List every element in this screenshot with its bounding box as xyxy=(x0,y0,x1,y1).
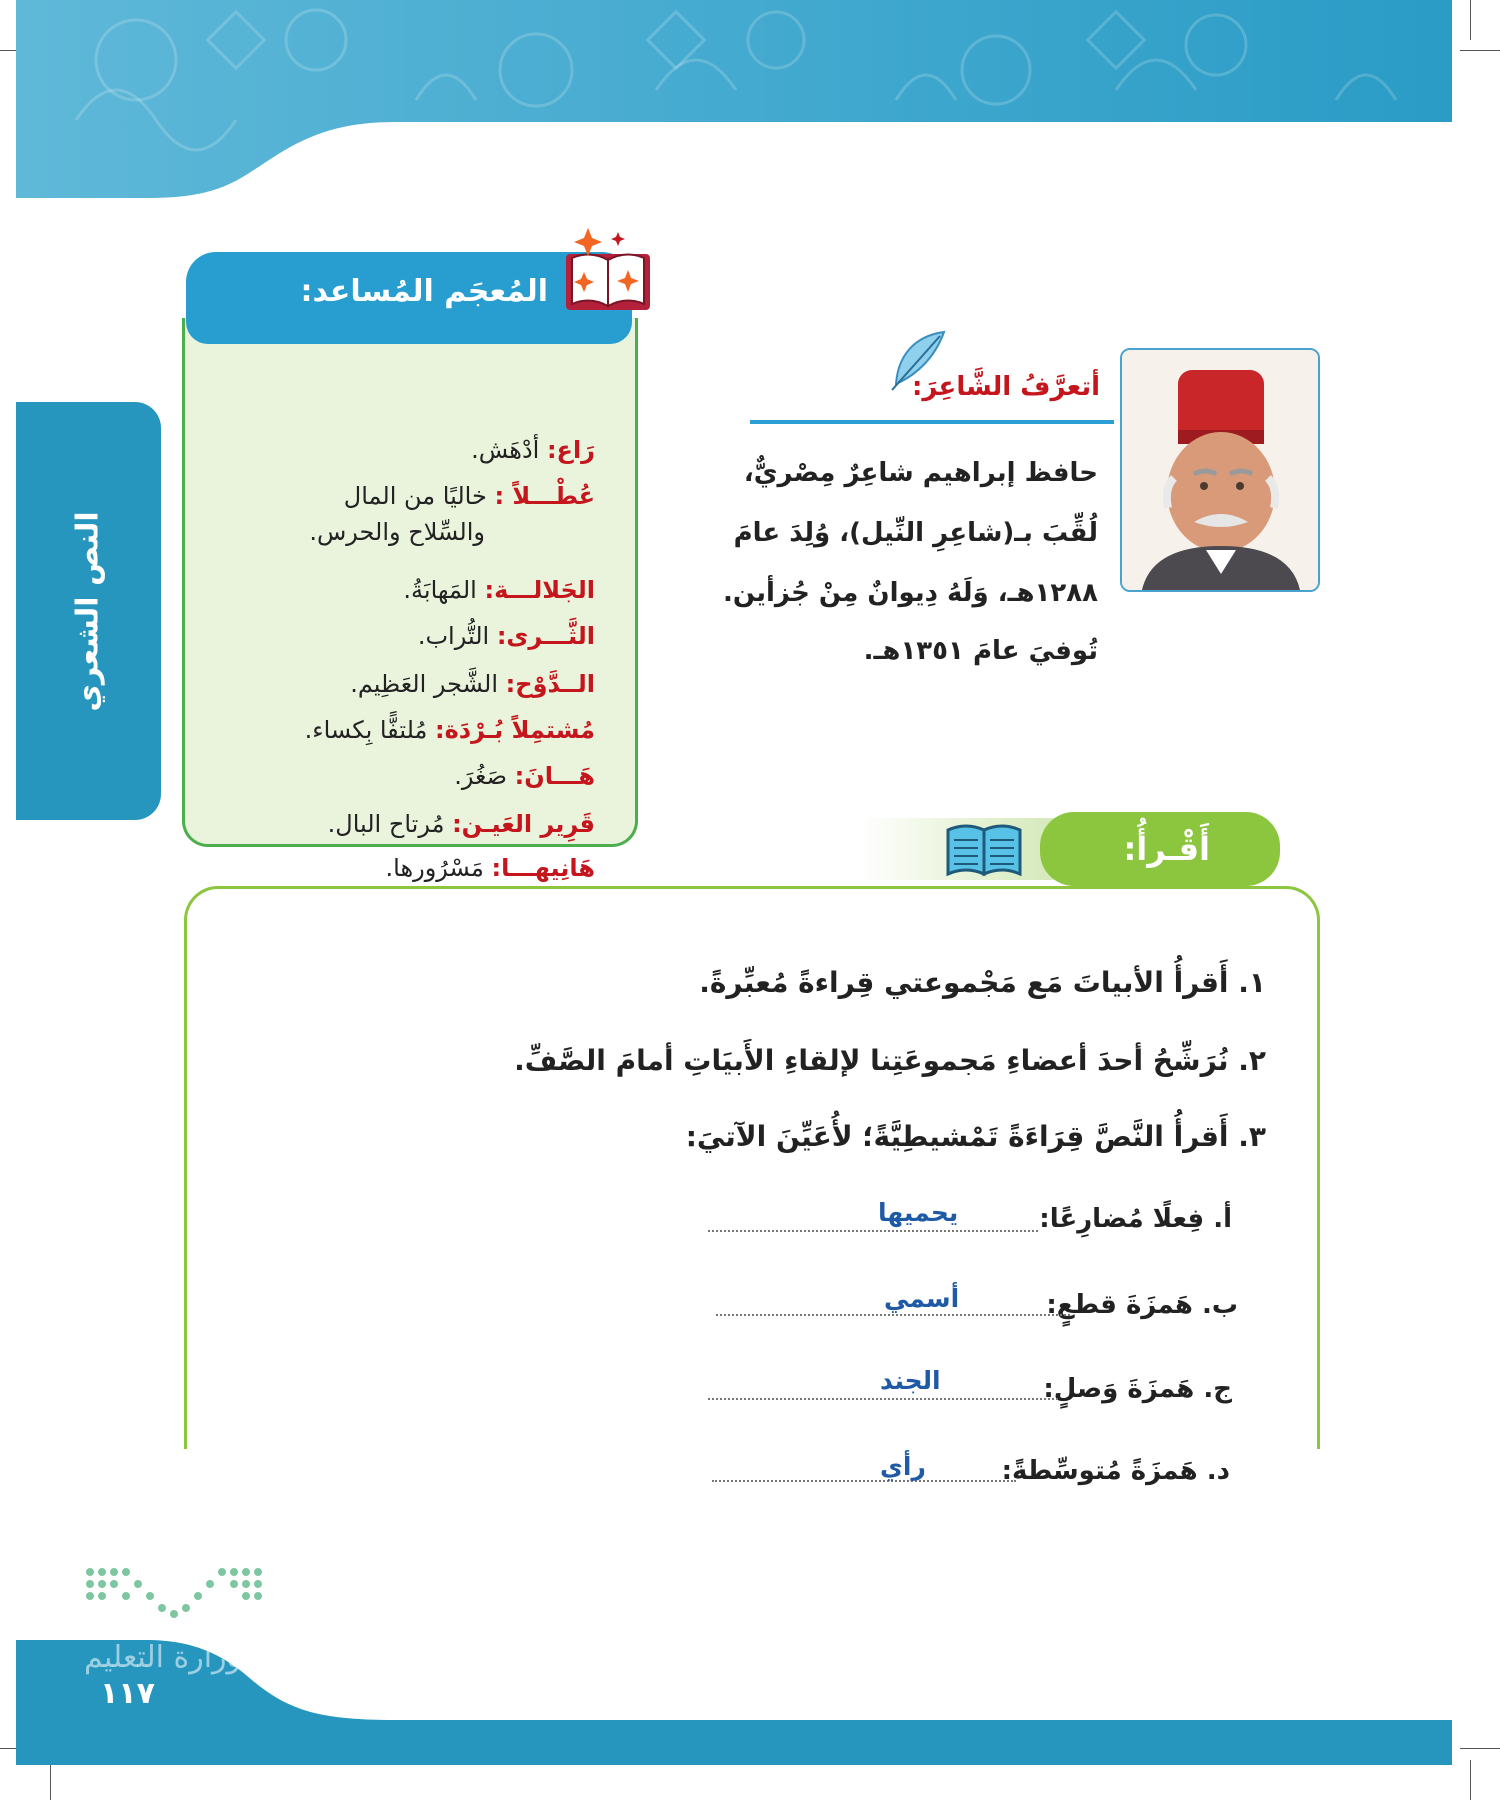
dictionary-body xyxy=(182,318,638,882)
side-tab-label: النص الشعري xyxy=(71,510,106,712)
crop-mark xyxy=(1460,1748,1500,1749)
answer-line xyxy=(712,1480,1016,1482)
item-present-verb-answer[interactable]: يحميها xyxy=(878,1198,959,1227)
dictionary-entry: هَانِيهـــا: مَسْرُورها. xyxy=(385,854,595,882)
item-present-verb-label: أ. فِعلًا مُضارِعًا: xyxy=(1039,1204,1232,1234)
crop-mark xyxy=(1470,0,1471,40)
poet-portrait xyxy=(1120,348,1320,592)
item-middle-hamza-answer[interactable]: رأي xyxy=(880,1452,926,1481)
poet-heading: أتعرَّفُ الشَّاعِرَ: xyxy=(911,372,1100,402)
item-hamzat-wasl-answer[interactable]: الجند xyxy=(880,1366,941,1395)
poet-bio-line: حافظ إبراهيم شاعِرٌ مِصْريٌّ، xyxy=(743,458,1098,488)
item-hamzat-wasl-label: ج. هَمزَةَ وَصلٍ: xyxy=(1043,1374,1232,1404)
dictionary-box xyxy=(182,252,636,882)
poet-bio-line: لُقِّبَ بـ(شاعِرِ النِّيل)، وُلِدَ عامَ xyxy=(733,518,1098,548)
dictionary-entry: رَاع: أدْهَش. xyxy=(471,436,595,464)
item-middle-hamza-label: د. هَمزَةً مُتوسِّطةً: xyxy=(1001,1456,1230,1486)
dictionary-entry: هَـــانَ: صَغُرَ. xyxy=(454,762,595,790)
book-icon xyxy=(944,822,1024,878)
answer-line xyxy=(708,1230,1038,1232)
task-1: ١. أَقرأُ الأبياتَ مَع مَجْموعتي قِراءةً مُعبِّرةً. xyxy=(699,966,1266,999)
dictionary-entry: والسِّلاح والحرس. xyxy=(309,518,485,546)
side-tab xyxy=(16,402,161,820)
answer-line xyxy=(716,1314,1070,1316)
dictionary-title: المُعجَم المُساعد: xyxy=(300,274,548,309)
answer-line xyxy=(708,1398,1058,1400)
page-number: ١١٧ xyxy=(100,1676,155,1711)
dictionary-entry: عُطْـــلاً : خاليًا من المال xyxy=(343,482,595,510)
crop-mark xyxy=(1460,50,1500,51)
task-2: ٢. نُرَشِّحُ أحدَ أعضاءِ مَجموعَتِنا لإلقاءِ الأَبيَاتِ أمامَ الصَّفِّ. xyxy=(514,1044,1266,1077)
crop-mark xyxy=(50,1760,51,1800)
item-hamzat-qat-label: ب. هَمزَةَ قطعٍ: xyxy=(1046,1290,1238,1320)
top-banner xyxy=(16,0,1452,198)
item-hamzat-qat-answer[interactable]: أسمي xyxy=(884,1284,960,1313)
crop-mark xyxy=(1470,1760,1471,1800)
dictionary-entry: الــدَّوْح: الشَّجر العَظِيم. xyxy=(350,670,595,698)
task-3: ٣. أَقرأُ النَّصَّ قِرَاءَةً تَمْشيطِيَّةً؛ لأُعَيِّنَ الآتيَ: xyxy=(685,1120,1266,1153)
poet-bio-line: تُوفيَ عامَ ١٣٥١هـ. xyxy=(863,636,1098,666)
read-title: أَقْـرأُ: xyxy=(1123,830,1210,868)
ministry-name: وزارة التعليم xyxy=(84,1640,242,1675)
poet-bio-line: ١٢٨٨هـ، وَلَهُ دِيوانٌ مِنْ جُزأين. xyxy=(722,578,1098,608)
dictionary-entry: مُشتمِلاً بُـرْدَة: مُلتفًّا بِكساء. xyxy=(304,716,595,744)
poet-heading-underline xyxy=(750,420,1114,424)
dictionary-entry: الجَلالـــة: المَهابَةُ. xyxy=(403,576,595,604)
dictionary-entry: قَرِير العَيـن: مُرتاح البال. xyxy=(327,810,595,838)
open-book-icon xyxy=(558,220,658,320)
dictionary-entry: الثَّـــرى: التُّراب. xyxy=(417,622,595,650)
